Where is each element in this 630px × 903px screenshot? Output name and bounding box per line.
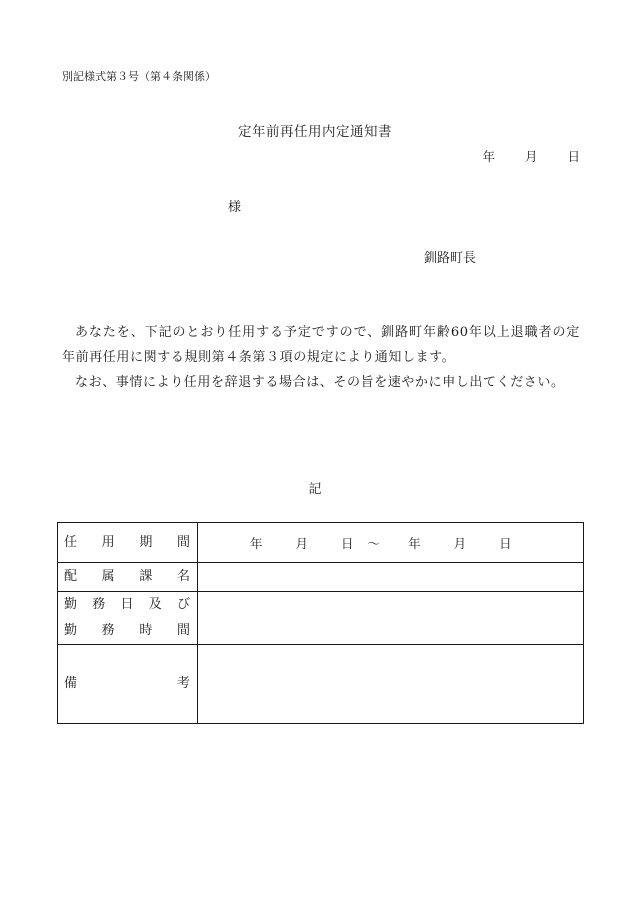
value-work-schedule[interactable] xyxy=(198,592,584,645)
date-day: 日 xyxy=(567,149,580,164)
period-start-year: 年 xyxy=(250,535,263,551)
issue-date xyxy=(482,147,580,165)
period-start-month: 月 xyxy=(295,535,309,551)
period-end-year: 年 xyxy=(408,535,421,551)
label-remarks: 備 考 xyxy=(58,645,198,724)
body-paragraph-1: あなたを、下記のとおり任用する予定ですので、釧路町年齢60年以上退職者の定年前再任用に関する規則第４条第３項の規定により通知します。 xyxy=(62,325,580,365)
label-work-schedule: 勤 務 日 及 び 勤 務 時 間 xyxy=(58,592,198,645)
period-separator: ～ xyxy=(367,535,381,551)
table-row-period xyxy=(58,523,584,563)
appointment-details-table xyxy=(57,522,584,724)
ki-heading: 記 xyxy=(308,482,322,497)
period-end-day: 日 xyxy=(499,535,512,551)
document-title: 定年前再任用内定通知書 xyxy=(238,124,392,140)
value-appointment-period[interactable] xyxy=(198,523,584,563)
period-end-month: 月 xyxy=(453,535,467,551)
table-row-remarks xyxy=(58,645,584,724)
table-row-work-schedule xyxy=(58,592,584,645)
value-department[interactable] xyxy=(198,563,584,592)
body-paragraph-2: なお、事情により任用を辞退する場合は、その旨を速やかに申し出てください。 xyxy=(75,375,565,390)
form-number: 別記様式第３号（第４条関係） xyxy=(62,70,216,83)
addressee-suffix: 様 xyxy=(228,200,242,215)
body-text xyxy=(62,320,580,395)
label-department: 配 属 課 名 xyxy=(58,563,198,592)
date-year: 年 xyxy=(482,149,495,164)
date-month: 月 xyxy=(524,149,538,164)
value-remarks[interactable] xyxy=(198,645,584,724)
sender-name: 釧路町長 xyxy=(424,251,477,266)
table-row-department xyxy=(58,563,584,592)
label-appointment-period: 任 用 期 間 xyxy=(58,523,198,563)
period-start-day: 日 xyxy=(341,535,354,551)
